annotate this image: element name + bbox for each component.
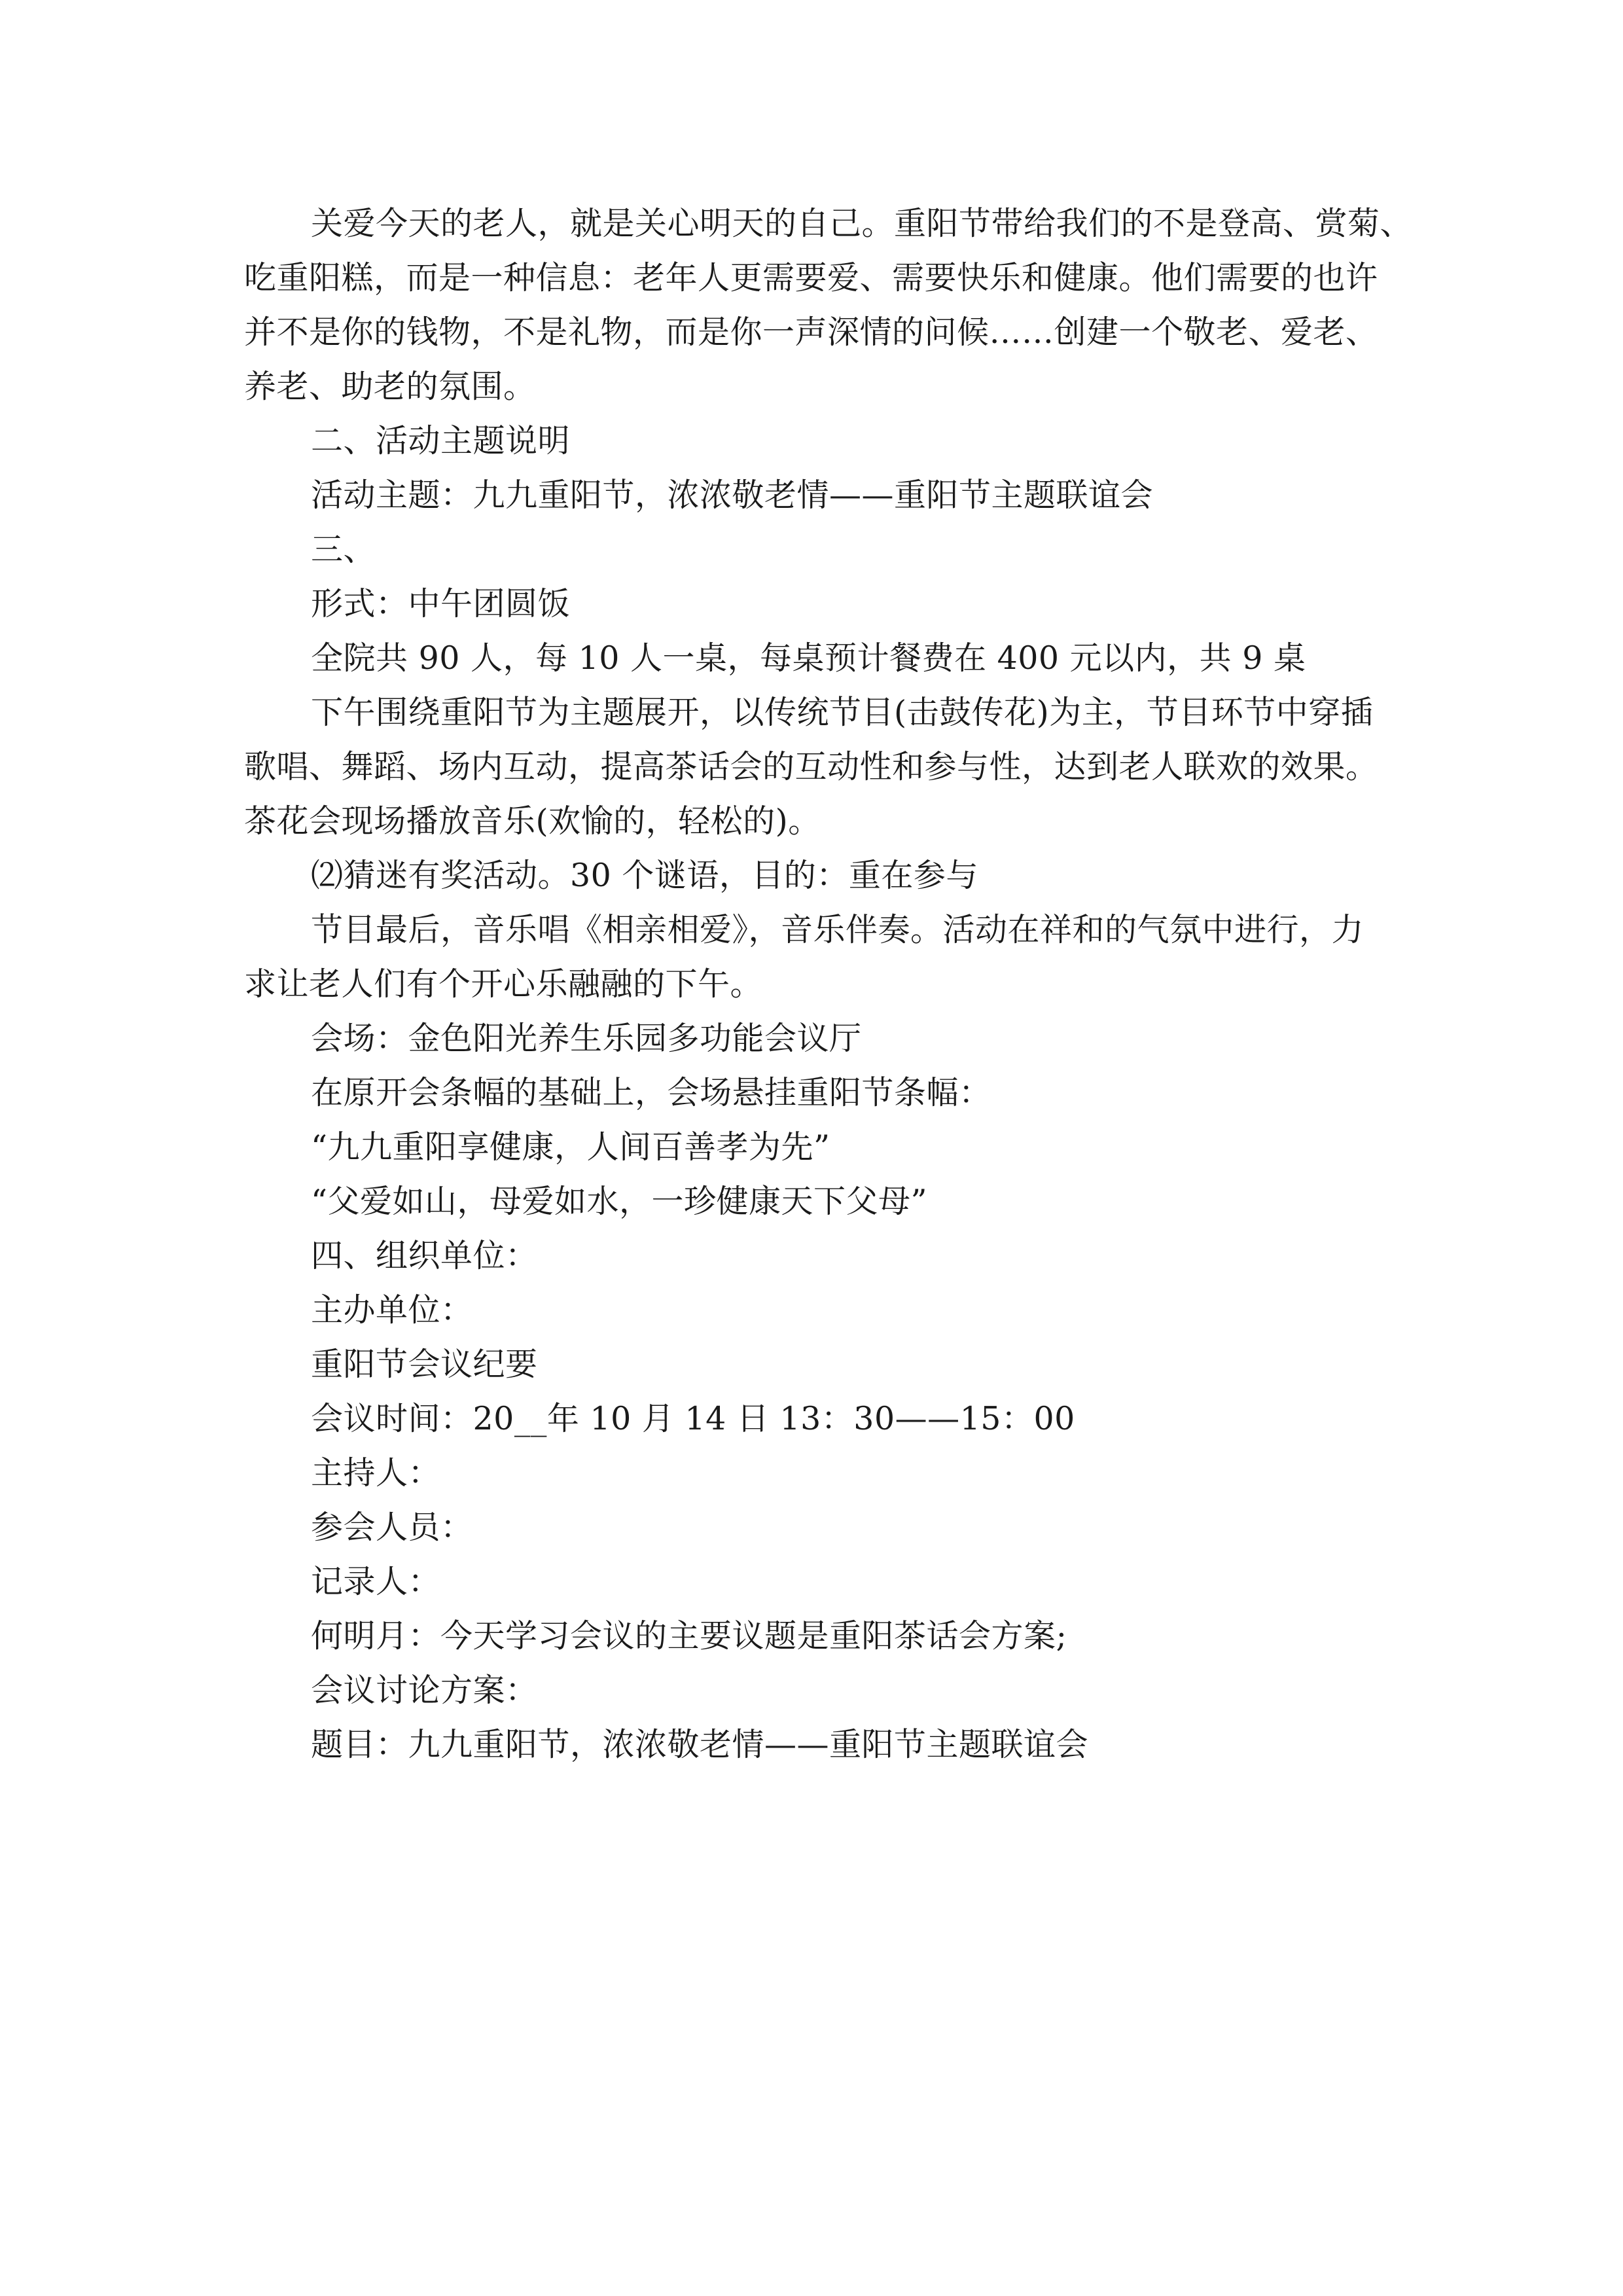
paragraph-line: 何明月：今天学习会议的主要议题是重阳茶话会方案;	[311, 1617, 1067, 1655]
paragraph-line: 记录人：	[311, 1563, 441, 1600]
paragraph-line: ⑵猜迷有奖活动。30 个谜语，目的：重在参与	[311, 857, 978, 894]
document-body	[244, 196, 1422, 1772]
section-heading: 三、	[311, 531, 376, 568]
paragraph-line: 下午围绕重阳节为主题展开，以传统节目(击鼓传花)为主，节目环节中穿插	[311, 694, 1374, 731]
section-heading: 四、组织单位：	[311, 1237, 538, 1274]
paragraph-line: 关爱今天的老人，就是关心明天的自己。重阳节带给我们的不是登高、赏菊、	[311, 205, 1413, 242]
paragraph-line: 参会人员：	[311, 1509, 473, 1546]
paragraph-line: 吃重阳糕，而是一种信息：老年人更需要爱、需要快乐和健康。他们需要的也许	[244, 259, 1378, 296]
banner-quote: “父爱如山，母爱如水，一珍健康天下父母”	[311, 1183, 928, 1220]
paragraph-line: 活动主题：九九重阳节，浓浓敬老情——重阳节主题联谊会	[311, 476, 1154, 514]
paragraph-line: 求让老人们有个开心乐融融的下午。	[244, 965, 763, 1003]
paragraph-line: 主持人：	[311, 1454, 441, 1492]
paragraph-line: 题目：九九重阳节，浓浓敬老情——重阳节主题联谊会	[311, 1726, 1089, 1763]
paragraph-line: 全院共 90 人，每 10 人一桌，每桌预计餐费在 400 元以内，共 9 桌	[311, 639, 1306, 677]
paragraph-line: 在原开会条幅的基础上，会场悬挂重阳节条幅：	[311, 1074, 991, 1111]
paragraph-line: 会议时间：20__年 10 月 14 日 13：30——15：00	[311, 1400, 1075, 1437]
paragraph-line: 节目最后，音乐唱《相亲相爱》，音乐伴奏。活动在祥和的气氛中进行，力	[311, 911, 1364, 948]
section-heading: 二、活动主题说明	[311, 422, 571, 459]
paragraph-line: 会议讨论方案：	[311, 1672, 538, 1709]
banner-quote: “九九重阳享健康，人间百善孝为先”	[311, 1128, 830, 1166]
paragraph-line: 主办单位：	[311, 1291, 473, 1329]
paragraph-line: 形式：中午团圆饭	[311, 585, 571, 622]
paragraph-line: 会场：金色阳光养生乐园多功能会议厅	[311, 1020, 862, 1057]
paragraph-line: 茶花会现场播放音乐(欢愉的，轻松的)。	[244, 802, 821, 840]
paragraph-line: 并不是你的钱物，不是礼物，而是你一声深情的问候……创建一个敬老、爱老、	[244, 314, 1378, 351]
paragraph-line: 歌唱、舞蹈、场内互动，提高茶话会的互动性和参与性，达到老人联欢的效果。	[244, 748, 1378, 785]
section-heading: 重阳节会议纪要	[311, 1346, 538, 1383]
paragraph-line: 养老、助老的氛围。	[244, 368, 536, 405]
